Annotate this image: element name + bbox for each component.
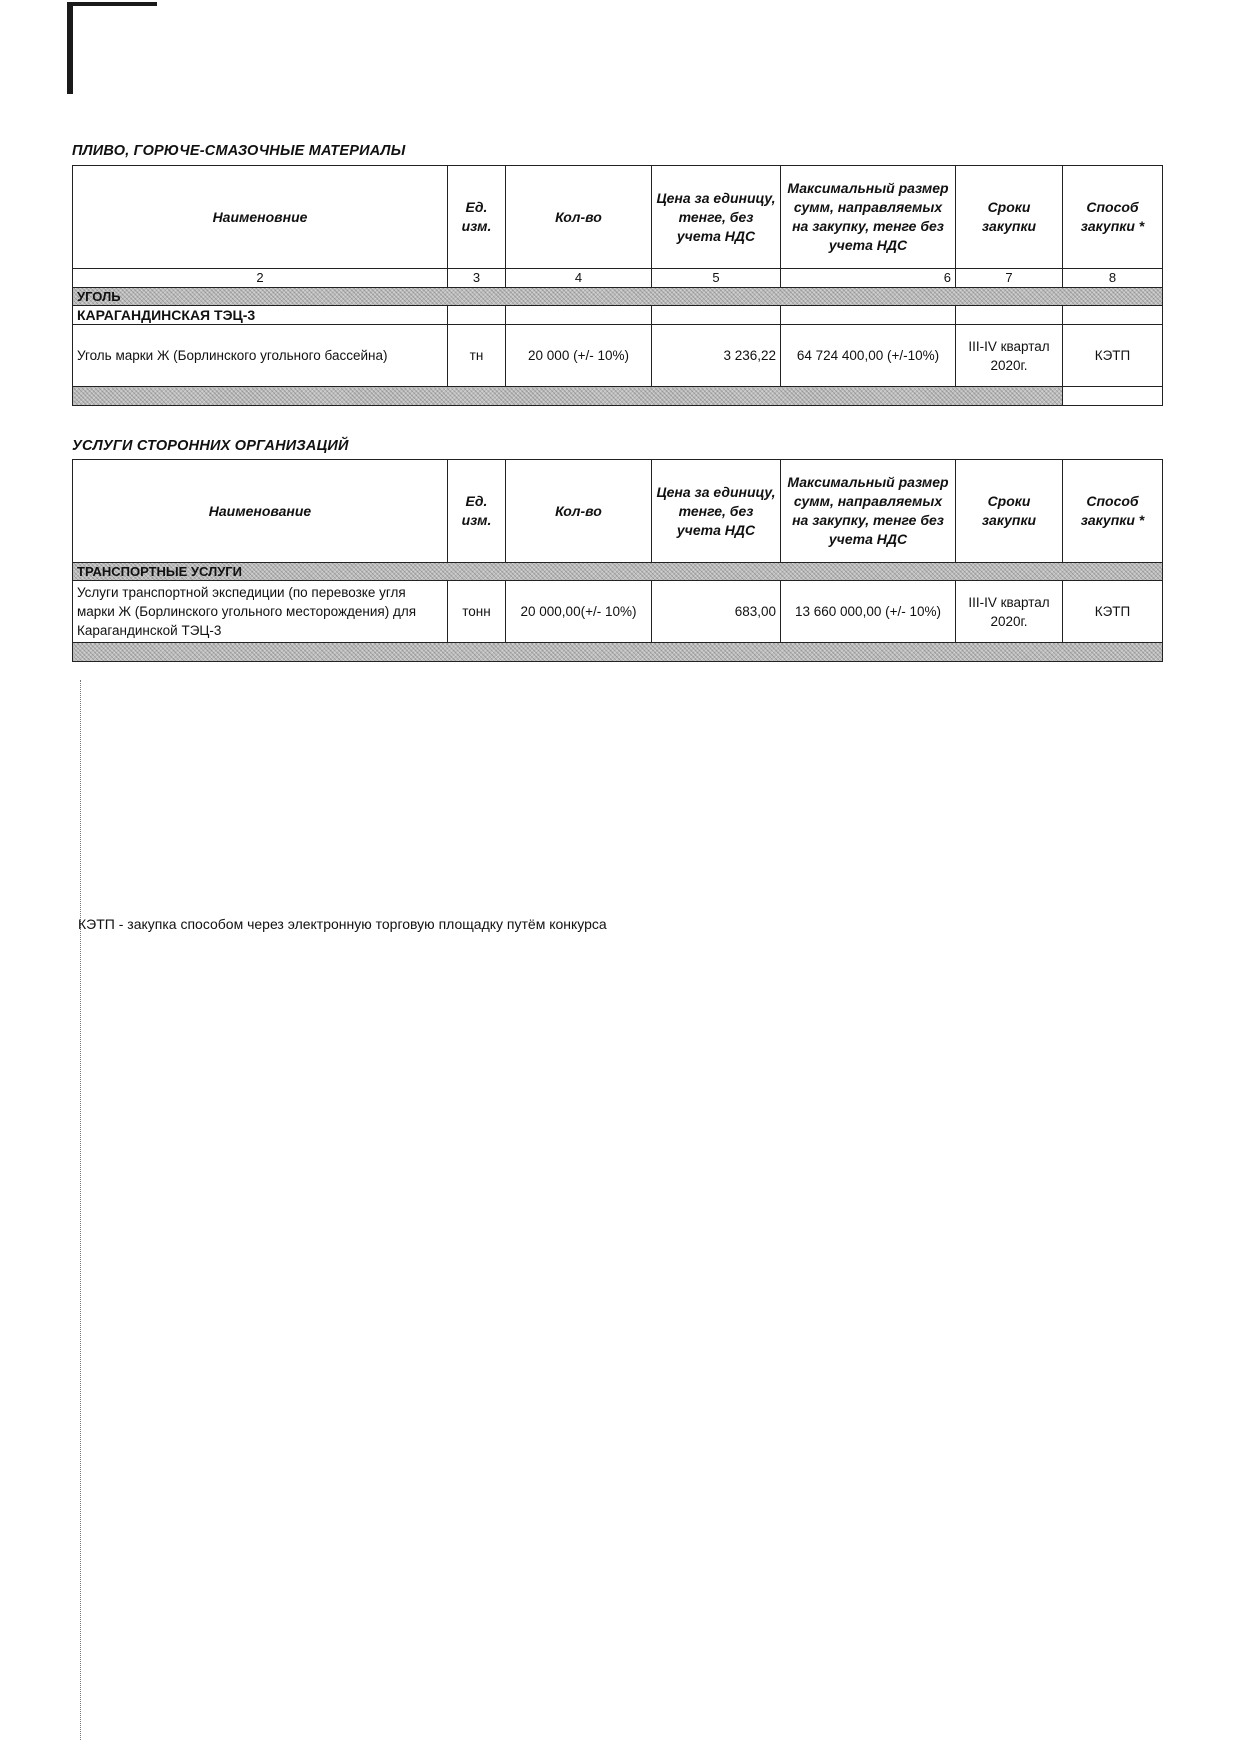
cell-method: КЭТП xyxy=(1063,325,1163,387)
table-row xyxy=(73,581,1163,643)
header-period: Сроки закупки xyxy=(956,166,1063,269)
header-name: Наименование xyxy=(73,460,448,563)
cell-max-sum: 64 724 400,00 (+/-10%) xyxy=(781,325,956,387)
category-band xyxy=(73,288,1163,306)
cell-name: Услуги транспортной экспедиции (по перевозке угля марки Ж (Борлинского угольного месторождения) для Карагандинской ТЭЦ-3 xyxy=(73,581,448,643)
col-number: 8 xyxy=(1063,269,1163,288)
cell-max-sum: 13 660 000,00 (+/- 10%) xyxy=(781,581,956,643)
header-price: Цена за единицу, тенге, без учета НДС xyxy=(652,460,781,563)
col-number: 5 xyxy=(652,269,781,288)
header-unit: Ед. изм. xyxy=(448,460,506,563)
category-band xyxy=(73,563,1163,581)
services-table xyxy=(72,459,1163,662)
header-price: Цена за единицу, тенге, без учета НДС xyxy=(652,166,781,269)
cell-unit: тонн xyxy=(448,581,506,643)
header-qty: Кол-во xyxy=(506,166,652,269)
table-header-row xyxy=(73,460,1163,563)
col-number: 2 xyxy=(73,269,448,288)
scan-corner-mark-top xyxy=(67,2,157,6)
header-qty: Кол-во xyxy=(506,460,652,563)
header-unit: Ед. изм. xyxy=(448,166,506,269)
header-method: Способ закупки * xyxy=(1063,166,1163,269)
header-method: Способ закупки * xyxy=(1063,460,1163,563)
cell-qty: 20 000,00(+/- 10%) xyxy=(506,581,652,643)
fuel-table xyxy=(72,165,1163,406)
cell-period: III-IV квартал 2020г. xyxy=(956,325,1063,387)
header-name: Наименовние xyxy=(73,166,448,269)
cell-name: Уголь марки Ж (Борлинского угольного бассейна) xyxy=(73,325,448,387)
col-number: 7 xyxy=(956,269,1063,288)
col-number: 3 xyxy=(448,269,506,288)
table-row xyxy=(73,325,1163,387)
subheader-row xyxy=(73,306,1163,325)
cell-method: КЭТП xyxy=(1063,581,1163,643)
col-number: 6 xyxy=(781,269,956,288)
cell-period: III-IV квартал 2020г. xyxy=(956,581,1063,643)
closing-band xyxy=(73,643,1163,662)
cell-price: 683,00 xyxy=(652,581,781,643)
category-label: ТРАНСПОРТНЫЕ УСЛУГИ xyxy=(73,563,1163,581)
closing-band xyxy=(73,387,1163,406)
section2-title: УСЛУГИ СТОРОННИХ ОРГАНИЗАЦИЙ xyxy=(72,438,349,454)
header-max-sum: Максимальный размер сумм, направляемых на закупку, тенге без учета НДС xyxy=(781,166,956,269)
column-number-row xyxy=(73,269,1163,288)
header-max-sum: Максимальный размер сумм, направляемых на закупку, тенге без учета НДС xyxy=(781,460,956,563)
category-label: УГОЛЬ xyxy=(73,288,1163,306)
footnote: КЭТП - закупка способом через электронную торговую площадку путём конкурса xyxy=(78,916,607,932)
section1-title: ПЛИВО, ГОРЮЧЕ-СМАЗОЧНЫЕ МАТЕРИАЛЫ xyxy=(72,143,406,159)
cell-unit: тн xyxy=(448,325,506,387)
cell-qty: 20 000 (+/- 10%) xyxy=(506,325,652,387)
scan-edge-dots xyxy=(80,680,81,1740)
table-header-row xyxy=(73,166,1163,269)
col-number: 4 xyxy=(506,269,652,288)
cell-price: 3 236,22 xyxy=(652,325,781,387)
subheader-label: КАРАГАНДИНСКАЯ ТЭЦ-3 xyxy=(73,306,448,325)
scan-corner-mark xyxy=(67,2,73,94)
header-period: Сроки закупки xyxy=(956,460,1063,563)
